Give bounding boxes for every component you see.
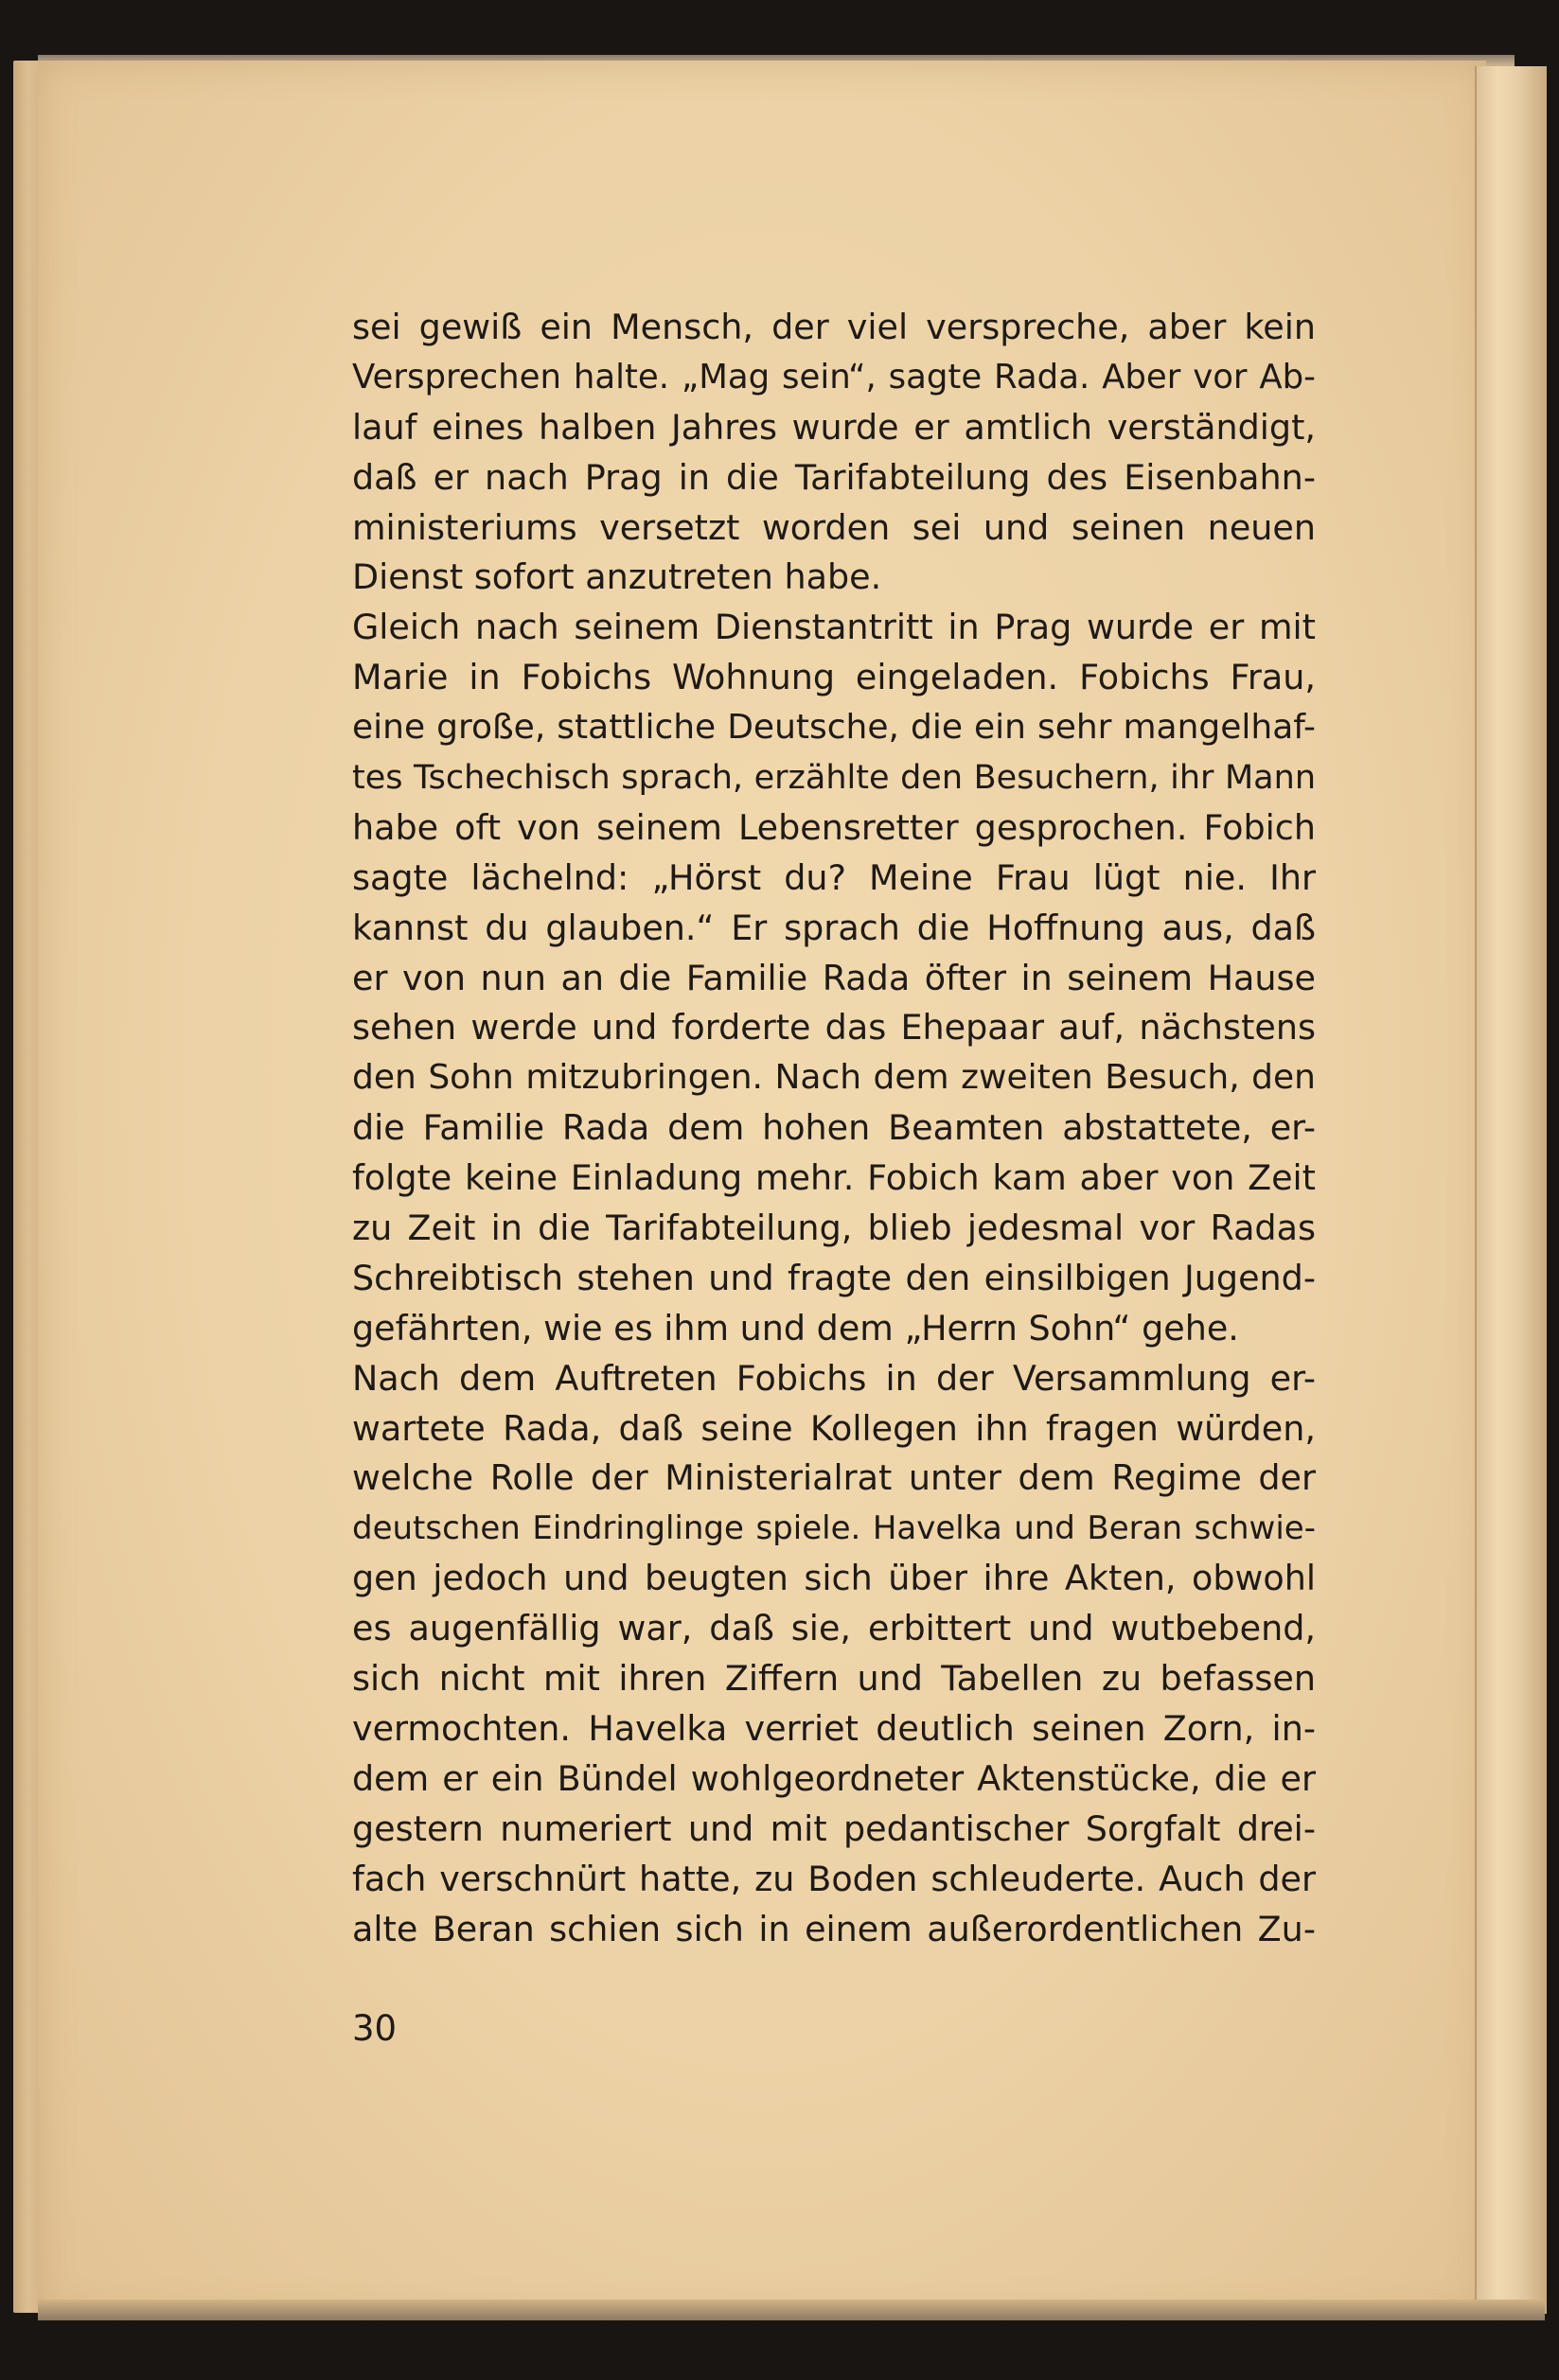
body-text [352,303,1316,1954]
text-line: gefährten, wie es ihm und dem „Herrn Sohn“ gehe. [352,1307,1239,1349]
text-line: wartete Rada, daß seine Kollegen ihn fragen würden, [352,1407,1316,1449]
text-line: fach verschnürt hatte, zu Boden schleuderte. Auch der [352,1858,1316,1899]
text-line: sagte lächelnd: „Hörst du? Meine Frau lügt nie. Ihr [352,856,1316,898]
text-line: gestern numeriert und mit pedantischer Sorgfalt drei- [352,1807,1316,1849]
text-line: dem er ein Bündel wohlgeordneter Aktenstücke, die er [352,1757,1316,1799]
text-line: eine große, stattliche Deutsche, die ein sehr mangelhaf- [352,708,1316,748]
text-line: die Familie Rada dem hohen Beamten abstattete, er- [352,1107,1316,1149]
text-line: sei gewiß ein Mensch, der viel verspreche, aber kein [352,307,1316,347]
text-line: welche Rolle der Ministerialrat unter dem Regime der [352,1457,1316,1499]
text-line: deutschen Eindringlinge spiele. Havelka und Beran schwie- [352,1509,1316,1548]
text-line: Nach dem Auftreten Fobichs in der Versammlung er- [352,1357,1316,1399]
text-line: Gleich nach seinem Dienstantritt in Prag wurde er mit [352,607,1316,648]
text-line: tes Tschechisch sprach, erzählte den Besuchern, ihr Mann [352,759,1316,798]
text-line: habe oft von seinem Lebensretter gesprochen. Fobich [352,806,1316,848]
text-line: lauf eines halben Jahres wurde er amtlich verständigt, [352,406,1316,448]
text-line: daß er nach Prag in die Tarifabteilung des Eisenbahn- [352,456,1316,498]
page-bottom-edge [38,2300,1545,2320]
text-line: Versprechen halte. „Mag sein“, sagte Rada. Aber vor Ab- [352,357,1316,397]
text-line: alte Beran schien sich in einem außerordentlichen Zu- [352,1908,1316,1949]
text-line: Schreibtisch stehen und fragte den einsilbigen Jugend- [352,1257,1316,1298]
text-line: es augenfällig war, daß sie, erbittert und wutbebend, [352,1608,1316,1649]
text-line: vermochten. Havelka verriet deutlich seinen Zorn, in- [352,1707,1316,1749]
page-number: 30 [352,2008,398,2049]
text-line: kannst du glauben.“ Er sprach die Hoffnung aus, daß [352,907,1316,948]
text-line: Dienst sofort anzutreten habe. [352,556,882,598]
text-line: den Sohn mitzubringen. Nach dem zweiten Besuch, den [352,1058,1316,1098]
text-line: Marie in Fobichs Wohnung eingeladen. Fobichs Frau, [352,657,1316,698]
text-line: ministeriums versetzt worden sei und seinen neuen [352,506,1316,548]
text-line: sehen werde und forderte das Ehepaar auf, nächstens [352,1007,1316,1049]
text-line: folgte keine Einladung mehr. Fobich kam aber von Zeit [352,1157,1316,1199]
right-fore-edge [1475,66,1547,2314]
text-line: gen jedoch und beugten sich über ihre Akten, obwohl [352,1558,1316,1599]
text-line: er von nun an die Familie Rada öfter in seinem Hause [352,957,1316,998]
text-line: zu Zeit in die Tarifabteilung, blieb jedesmal vor Radas [352,1208,1316,1249]
text-line: sich nicht mit ihren Ziffern und Tabellen zu befassen [352,1658,1316,1700]
